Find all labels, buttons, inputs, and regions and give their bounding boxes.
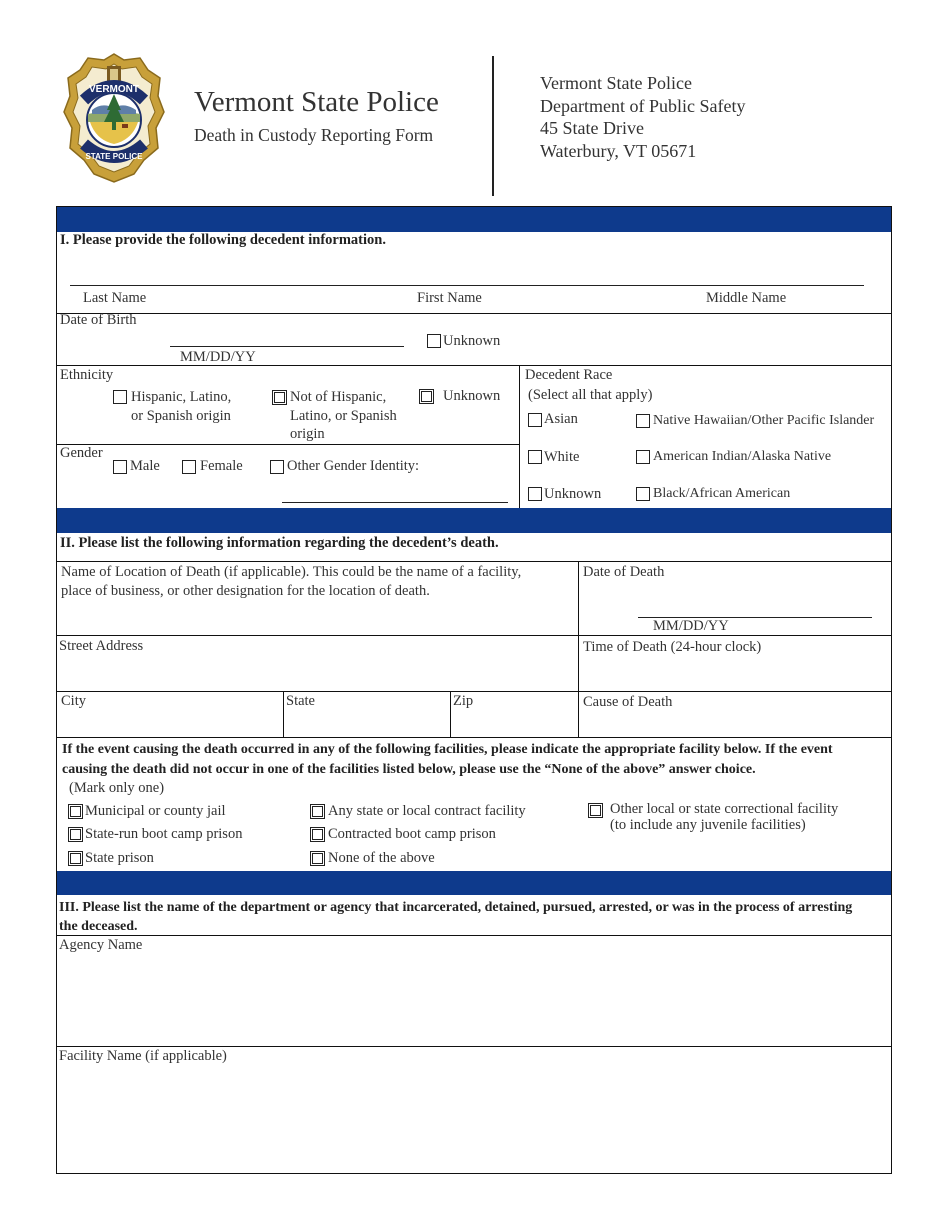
middle-name-label: Middle Name — [706, 290, 787, 306]
facility-bootcamp-contract-label: Contracted boot camp prison — [328, 826, 496, 842]
date-of-death-format: MM/DD/YY — [653, 618, 729, 634]
ethnicity-unknown-checkbox[interactable] — [419, 389, 434, 404]
section-3-band — [57, 871, 891, 895]
agency-name-label: Agency Name — [59, 937, 143, 953]
divider — [57, 1046, 891, 1047]
time-of-death-label: Time of Death (24-hour clock) — [583, 639, 762, 655]
gender-male-label: Male — [130, 458, 160, 474]
dob-label: Date of Birth — [60, 312, 137, 328]
gender-other-checkbox[interactable] — [270, 460, 284, 474]
facility-bootcamp-state-checkbox[interactable] — [68, 827, 83, 842]
race-pacific-label: Native Hawaiian/Other Pacific Islander — [653, 413, 875, 428]
dob-input-line[interactable] — [170, 346, 404, 347]
divider — [57, 561, 891, 562]
name-line[interactable] — [70, 285, 864, 286]
dob-unknown-label: Unknown — [443, 333, 501, 349]
race-white-label: White — [544, 449, 580, 465]
facility-contract-checkbox[interactable] — [310, 804, 325, 819]
dob-format: MM/DD/YY — [180, 349, 256, 365]
race-pacific-checkbox[interactable] — [636, 414, 650, 428]
facility-name-label: Facility Name (if applicable) — [59, 1048, 227, 1064]
dob-unknown-checkbox[interactable] — [427, 334, 441, 348]
facility-contract-label: Any state or local contract facility — [328, 803, 526, 819]
address-line-2: Department of Public Safety — [540, 95, 746, 116]
divider — [578, 561, 579, 737]
facility-state-prison-checkbox[interactable] — [68, 851, 83, 866]
gender-other-label: Other Gender Identity: — [287, 458, 420, 474]
ethnicity-hispanic-checkbox[interactable] — [113, 390, 127, 404]
race-asian-label: Asian — [544, 411, 578, 427]
gender-label: Gender — [60, 445, 103, 461]
ethnicity-not-hispanic-label: Not of Hispanic, Latino, or Spanish origin — [290, 389, 397, 442]
divider — [519, 365, 520, 508]
facility-bootcamp-state-label: State-run boot camp prison — [85, 826, 243, 842]
facility-state-prison-label: State prison — [85, 850, 154, 866]
divider — [57, 935, 891, 936]
seal-top-text: VERMONT — [89, 84, 139, 95]
agency-name-field[interactable] — [57, 955, 891, 1045]
ethnicity-label: Ethnicity — [60, 367, 114, 383]
race-unknown-checkbox[interactable] — [528, 487, 542, 501]
race-black-checkbox[interactable] — [636, 487, 650, 501]
section-2-band — [57, 508, 891, 533]
ethnicity-not-hispanic-checkbox[interactable] — [272, 390, 287, 405]
divider — [450, 691, 451, 737]
seal-bottom-text: STATE POLICE — [85, 152, 143, 161]
section-1-heading: I. Please provide the following decedent information. — [60, 232, 386, 248]
state-label: State — [286, 693, 315, 709]
address-line-4: Waterbury, VT 05671 — [540, 140, 697, 161]
page-title: Vermont State Police — [194, 86, 439, 118]
location-label: Name of Location of Death (if applicable). This could be the name of a facility, place of business, or other designation for the location of death. — [61, 564, 522, 599]
zip-label: Zip — [453, 693, 474, 709]
header-divider — [492, 56, 494, 196]
section-1-band — [57, 207, 891, 232]
gender-female-checkbox[interactable] — [182, 460, 196, 474]
city-label: City — [61, 693, 86, 709]
street-address-label: Street Address — [59, 638, 144, 654]
section-2-heading: II. Please list the following information regarding the decedent’s death. — [60, 535, 499, 551]
gender-female-label: Female — [200, 458, 243, 474]
facility-prompt: If the event causing the death occurred in any of the following facilities, please indicate the appropriate facility below. If the event causing the death did not occur in one of the facilities listed below, please use the “None of the above” answer choice. — [62, 742, 833, 777]
divider — [57, 444, 519, 445]
page-subtitle: Death in Custody Reporting Form — [194, 125, 434, 145]
race-asian-checkbox[interactable] — [528, 413, 542, 427]
address-line-1: Vermont State Police — [540, 73, 692, 93]
ethnicity-unknown-label: Unknown — [443, 388, 501, 404]
race-unknown-label: Unknown — [544, 486, 602, 502]
race-label: Decedent Race — [525, 367, 613, 383]
address-line-3: 45 State Drive — [540, 118, 644, 138]
facility-bootcamp-contract-checkbox[interactable] — [310, 827, 325, 842]
divider — [57, 365, 891, 366]
facility-none-label: None of the above — [328, 850, 435, 866]
facility-none-checkbox[interactable] — [310, 851, 325, 866]
gender-male-checkbox[interactable] — [113, 460, 127, 474]
facility-jail-label: Municipal or county jail — [85, 803, 226, 819]
ethnicity-hispanic-label: Hispanic, Latino, or Spanish origin — [131, 389, 232, 424]
race-native-checkbox[interactable] — [636, 450, 650, 464]
section-3-heading: III. Please list the name of the department or agency that incarcerated, detained, pursued, arrested, or was in the process of arresting the deceased. — [59, 900, 853, 934]
vermont-state-police-seal-icon — [62, 52, 166, 184]
gender-other-input-line[interactable] — [282, 502, 508, 503]
race-hint: (Select all that apply) — [528, 387, 653, 403]
agency-address — [540, 72, 745, 162]
date-of-death-label: Date of Death — [583, 564, 665, 580]
mark-only-one: (Mark only one) — [69, 780, 165, 796]
race-black-label: Black/African American — [653, 486, 791, 501]
last-name-label: Last Name — [83, 290, 147, 306]
divider — [57, 635, 891, 636]
divider — [57, 691, 891, 692]
facility-jail-checkbox[interactable] — [68, 804, 83, 819]
divider — [57, 313, 891, 314]
race-white-checkbox[interactable] — [528, 450, 542, 464]
facility-other-label: Other local or state correctional facility (to include any juvenile facilities) — [610, 801, 839, 833]
divider — [283, 691, 284, 737]
facility-other-checkbox[interactable] — [588, 803, 603, 818]
facility-name-field[interactable] — [57, 1066, 891, 1172]
race-native-label: American Indian/Alaska Native — [653, 449, 832, 464]
first-name-label: First Name — [417, 290, 482, 306]
divider — [57, 737, 891, 738]
cause-of-death-label: Cause of Death — [583, 694, 673, 710]
